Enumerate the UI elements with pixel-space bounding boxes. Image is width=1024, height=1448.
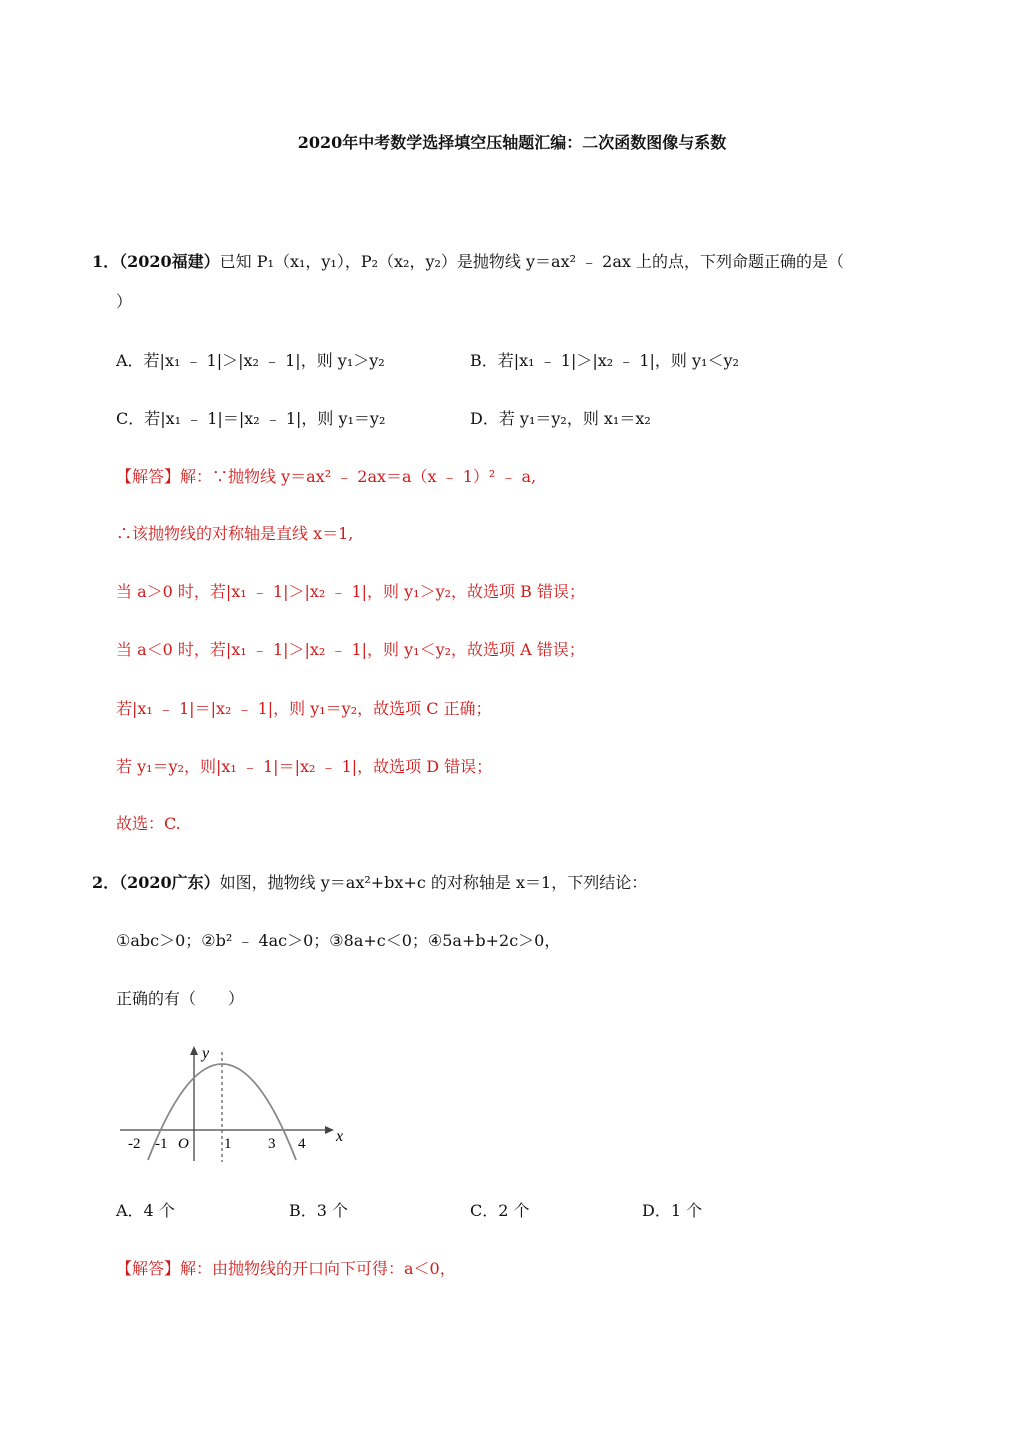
- y-axis-label: y: [202, 1045, 210, 1062]
- q2-ask: 正确的有（ ）: [116, 989, 245, 1008]
- question-2-text: 如图，抛物线 y＝ax²+bx+c 的对称轴是 x＝1，下列结论：: [219, 873, 648, 892]
- q2-option-d: D．1 个: [642, 1201, 703, 1220]
- q1-answer-line-7: 故选：C.: [116, 814, 181, 833]
- tick-3: 3: [268, 1136, 276, 1152]
- q1-answer-line-1: 【解答】解：∵抛物线 y＝ax² ﹣ 2ax＝a（x ﹣ 1）² ﹣ a,: [116, 467, 537, 486]
- q1-answer-line-4: 当 a＜0 时，若|x₁ ﹣ 1|＞|x₂ ﹣ 1|，则 y₁＜y₂，故选项 A 错误；: [116, 640, 585, 659]
- question-1-stem: [92, 250, 844, 274]
- tick-neg-2: -2: [128, 1136, 141, 1152]
- q2-option-b: B．3 个: [289, 1201, 349, 1220]
- origin-label: O: [178, 1136, 189, 1152]
- q2-conditions: ①abc＞0；②b² ﹣ 4ac＞0；③8a+c＜0；④5a+b+2c＞0，: [116, 931, 561, 950]
- page-title: 2020年中考数学选择填空压轴题汇编：二次函数图像与系数: [297, 133, 727, 152]
- q1-answer-line-6: 若 y₁＝y₂，则|x₁ ﹣ 1|＝|x₂ ﹣ 1|，故选项 D 错误；: [116, 757, 493, 776]
- q2-answer-line-1: 【解答】解：由抛物线的开口向下可得：a＜0，: [116, 1259, 456, 1278]
- tick-1: 1: [224, 1136, 232, 1152]
- q1-option-a: A．若|x₁ ﹣ 1|＞|x₂ ﹣ 1|，则 y₁＞y₂: [116, 351, 385, 370]
- question-1-text: 已知 P₁（x₁，y₁），P₂（x₂，y₂）是抛物线 y＝ax² ﹣ 2ax 上的点，下列命题正确的是（: [219, 252, 845, 271]
- question-1-stem-end: ）: [116, 292, 133, 311]
- x-axis-label: x: [336, 1128, 344, 1145]
- q2-option-c: C．2 个: [470, 1201, 530, 1220]
- q2-option-a: A．4 个: [116, 1201, 175, 1220]
- q1-answer-line-3: 当 a＞0 时，若|x₁ ﹣ 1|＞|x₂ ﹣ 1|，则 y₁＞y₂，故选项 B 错误；: [116, 582, 585, 601]
- q1-option-d: D．若 y₁＝y₂，则 x₁＝x₂: [470, 409, 651, 428]
- question-2-stem: [92, 871, 647, 895]
- q1-option-b: B．若|x₁ ﹣ 1|＞|x₂ ﹣ 1|，则 y₁＜y₂: [470, 351, 739, 370]
- tick-neg-1: -1: [155, 1136, 168, 1152]
- y-axis-arrow: [190, 1046, 198, 1055]
- question-1-number: 1．（2020福建）: [92, 252, 220, 271]
- q1-answer-line-2: ∴该抛物线的对称轴是直线 x＝1,: [116, 524, 354, 543]
- tick-4: 4: [298, 1136, 306, 1152]
- parabola-figure: [118, 1040, 358, 1165]
- q1-option-c: C．若|x₁ ﹣ 1|＝|x₂ ﹣ 1|，则 y₁＝y₂: [116, 409, 386, 428]
- q1-answer-line-5: 若|x₁ ﹣ 1|＝|x₂ ﹣ 1|，则 y₁＝y₂，故选项 C 正确；: [116, 699, 492, 718]
- x-axis-arrow: [325, 1126, 334, 1134]
- question-2-number: 2．（2020广东）: [92, 873, 220, 892]
